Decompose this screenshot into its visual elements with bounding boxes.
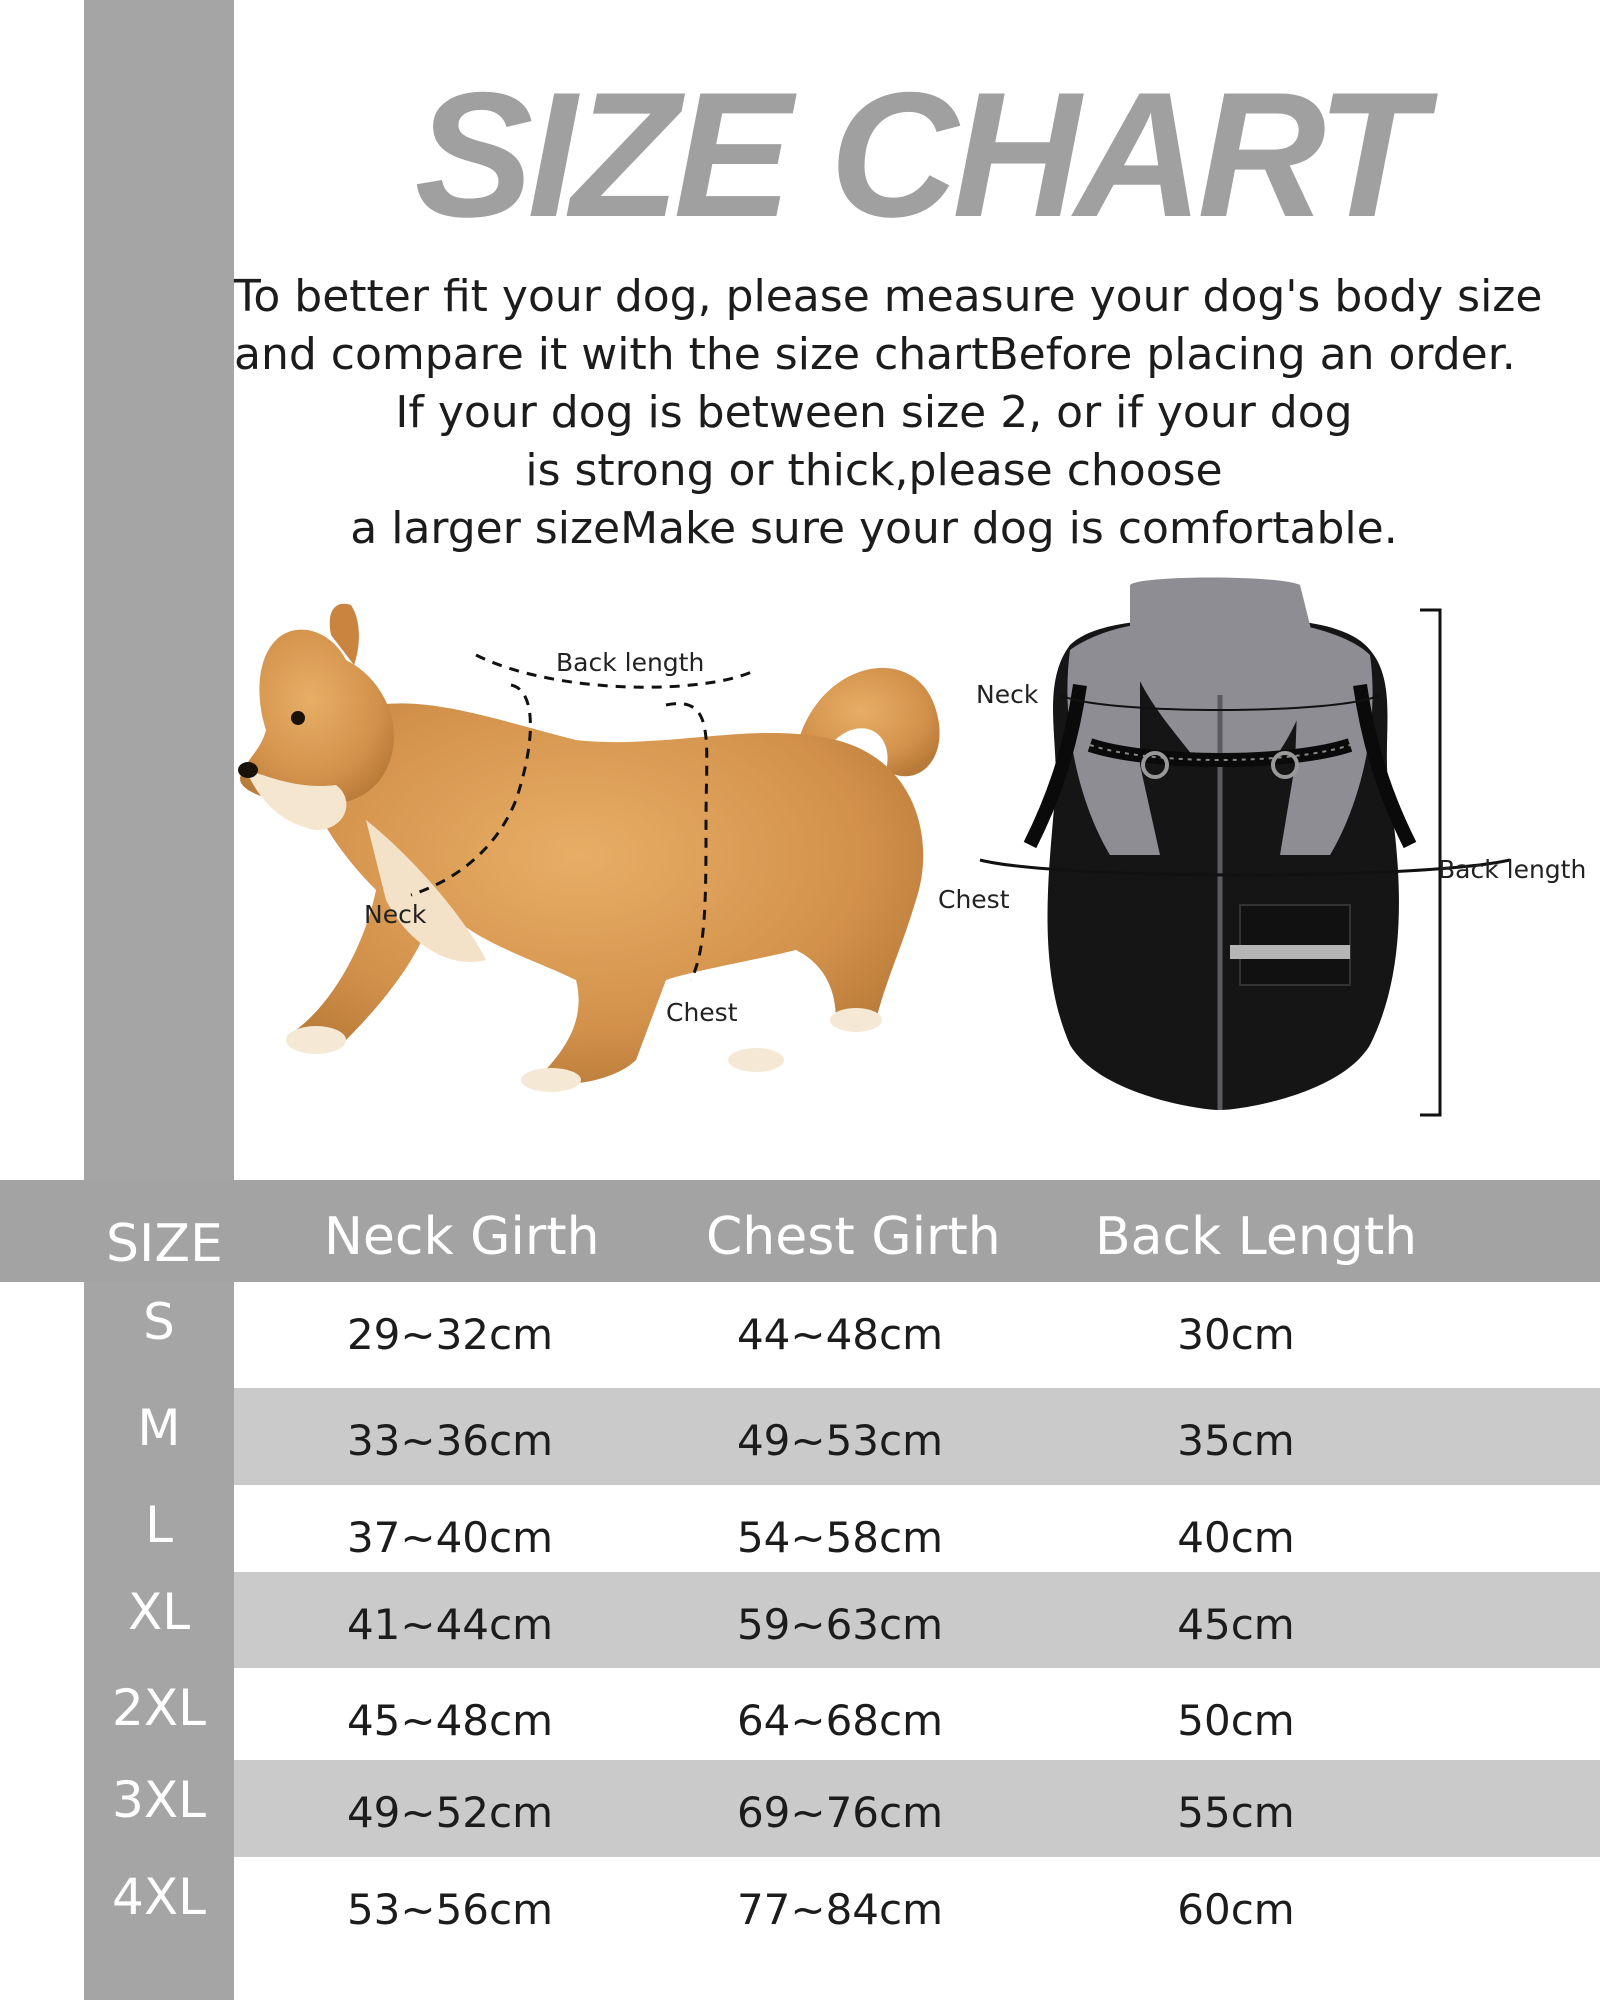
- chest-value-cell: 44~48cm: [736, 1310, 944, 1359]
- jacket-illustration: [940, 565, 1600, 1135]
- intro-text: [234, 268, 1543, 558]
- intro-line: If your dog is between size 2, or if your dog: [395, 387, 1353, 438]
- neck-value-cell: 33~36cm: [346, 1416, 554, 1465]
- chest-value-cell: 69~76cm: [736, 1788, 944, 1837]
- chest-value-cell: 64~68cm: [736, 1696, 944, 1745]
- dog-paw: [728, 1048, 784, 1072]
- intro-line: a larger sizeMake sure your dog is comfortable.: [350, 503, 1398, 554]
- back-value-cell: 30cm: [1177, 1310, 1295, 1359]
- dog-eye: [291, 711, 305, 725]
- back-value-cell: 55cm: [1177, 1788, 1295, 1837]
- size-cell: M: [137, 1399, 181, 1457]
- intro-line: is strong or thick,please choose: [525, 445, 1223, 496]
- dog-chest-label: Chest: [666, 998, 738, 1027]
- header-neck-girth: Neck Girth: [324, 1207, 600, 1267]
- dog-paw: [830, 1008, 882, 1032]
- harness-chest-label: Chest: [938, 885, 1010, 914]
- chest-value-cell: 49~53cm: [736, 1416, 944, 1465]
- chest-value-cell: 77~84cm: [736, 1885, 944, 1934]
- chest-value-cell: 54~58cm: [736, 1513, 944, 1562]
- size-cell: 4XL: [112, 1868, 206, 1926]
- header-chest-girth: Chest Girth: [706, 1207, 1001, 1267]
- neck-value-cell: 45~48cm: [346, 1696, 554, 1745]
- size-cell: XL: [127, 1583, 191, 1641]
- harness-back-length-label: Back length: [1438, 855, 1587, 884]
- page-title: SIZE CHART: [414, 55, 1420, 254]
- back-length-bracket: [1420, 610, 1440, 1115]
- dog-measurement-illustration: [236, 600, 966, 1120]
- jacket-reflective-strip: [1230, 945, 1350, 959]
- size-cell: 2XL: [112, 1679, 206, 1737]
- neck-value-cell: 37~40cm: [346, 1513, 554, 1562]
- header-size: SIZE: [106, 1214, 223, 1274]
- size-cell: 3XL: [112, 1771, 206, 1829]
- back-value-cell: 50cm: [1177, 1696, 1295, 1745]
- dog-neck-label: Neck: [364, 900, 427, 929]
- back-value-cell: 60cm: [1177, 1885, 1295, 1934]
- dog-back-length-label: Back length: [556, 648, 705, 677]
- back-value-cell: 35cm: [1177, 1416, 1295, 1465]
- neck-value-cell: 41~44cm: [346, 1600, 554, 1649]
- neck-value-cell: 53~56cm: [346, 1885, 554, 1934]
- dog-illustration: [236, 600, 966, 1120]
- size-cell: S: [143, 1293, 175, 1351]
- dog-paw: [286, 1026, 346, 1054]
- back-value-cell: 45cm: [1177, 1600, 1295, 1649]
- dog-paw: [521, 1068, 581, 1092]
- intro-line: and compare it with the size chartBefore placing an order.: [234, 329, 1516, 380]
- neck-value-cell: 29~32cm: [346, 1310, 554, 1359]
- intro-line: To better fit your dog, please measure your dog's body size: [234, 271, 1543, 322]
- dog-nose: [238, 762, 258, 778]
- harness-neck-label: Neck: [976, 680, 1039, 709]
- harness-jacket-illustration: [940, 565, 1600, 1135]
- header-back-length: Back Length: [1095, 1207, 1418, 1267]
- chest-value-cell: 59~63cm: [736, 1600, 944, 1649]
- back-value-cell: 40cm: [1177, 1513, 1295, 1562]
- size-cell: L: [145, 1496, 173, 1554]
- neck-value-cell: 49~52cm: [346, 1788, 554, 1837]
